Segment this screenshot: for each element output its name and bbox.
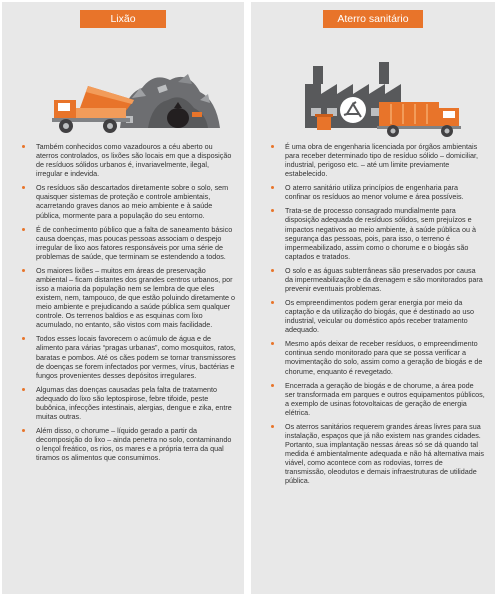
list-item: Além disso, o chorume – líquido gerado a partir da decomposição do lixo – ainda penetra no solo, contaminando o lençol freático, os rios, os mares e a própria terra da qual tiramos os alimentos que consumimos. <box>22 426 236 462</box>
list-item: Encerrada a geração de biogás e de chorume, a área pode ser transformada em parques e outros equipamentos públicos, a exemplo de usinas fotovoltaicas de geração de energia elétrica. <box>271 381 485 417</box>
list-item: O solo e as águas subterrâneas são preservados por causa da impermeabilização e da drenagem e são monitorados para prevenir eventuais problemas. <box>271 266 485 293</box>
sanitary-landfill-illustration <box>251 42 495 138</box>
list-item: Algumas das doenças causadas pela falta de tratamento adequado do lixo são leptospirose, febre tifoide, peste bubônica, infecções intestinais, alergias, dengue e zika, entre muitas outras. <box>22 385 236 421</box>
list-item: Também conhecidos como vazadouros a céu aberto ou aterros controlados, os lixões são locais em que a disposição de resíduos sólidos urbanos é, invariavelmente, ilegal, irregular e indevida. <box>22 142 236 178</box>
aterro-title: Aterro sanitário <box>323 10 423 28</box>
list-item: O aterro sanitário utiliza princípios de engenharia para confinar os resíduos ao menor volume e área possíveis. <box>271 183 485 201</box>
list-item: Todos esses locais favorecem o acúmulo de água e de alimento para várias “pragas urbanas”, como mosquitos, ratos, baratas e pombos. Até os cães podem se tornar transmissores de doenças se forem infectados por vermes, vírus, bactérias e fungos provenientes desses depósitos irregulares. <box>22 334 236 379</box>
list-item: Mesmo após deixar de receber resíduos, o empreendimento continua sendo monitorado para que se possa verificar a movimentação do solo, assim como a geração de biogás e de chorume, enquanto é revegetado. <box>271 339 485 375</box>
list-item: É uma obra de engenharia licenciada por órgãos ambientais para receber determinado tipo de resíduo sólido – domiciliar, industrial, perigoso etc. – até um limite previamente estabelecido. <box>271 142 485 178</box>
list-item: Os resíduos são descartados diretamente sobre o solo, sem quaisquer sistemas de proteção e controle ambientais, acarretando graves danos ao meio ambiente e à saúde pública, mormente para a população do seu entorno. <box>22 183 236 219</box>
list-item: Trata-se de processo consagrado mundialmente para disposição adequada de resíduos sólidos, sem prejuízos e impactos negativos ao meio ambiente, à saúde pública ou à segurança das pessoas, pois, para isso, o terreno é impermeabilizado, assim como o chorume e o biogás são captados e tratados. <box>271 206 485 261</box>
list-item: Os aterros sanitários requerem grandes áreas livres para sua instalação, espaços que já não existem nas grandes cidades. Portanto, sua implantação nessas áreas só se dá quando tal medida é ambientalmente adequada e não há alternativa mais viável, como acontece com as rodovias, torres de transmissão, oleodutos e demais infraestruturas de utilidade pública. <box>271 422 485 486</box>
list-item: Os maiores lixões – muitos em áreas de preservação ambiental – ficam distantes dos grandes centros urbanos, por isso a maioria da população nem se lembra de que eles existem, nem, tampouco, de que estão poluindo diretamente o meio ambiente e prejudicando a saúde pública sem qualquer controle. Os terrenos baldios e as esquinas com lixo acumulado, no entanto, são vistos com mais facilidade. <box>22 266 236 330</box>
dump-truck-garbage-illustration <box>2 42 244 138</box>
aterro-column <box>251 2 495 594</box>
lixao-column <box>2 2 244 594</box>
lixao-title: Lixão <box>80 10 166 28</box>
garbage-truck-icon <box>377 102 461 137</box>
aterro-list <box>271 142 485 490</box>
list-item: É de conhecimento público que a falta de saneamento básico causa doenças, mas poucas pessoas associam o despejo irregular de lixo aos fatores responsáveis por uma série de problemas de saúde, que terminam se estendendo a todos. <box>22 225 236 261</box>
list-item: Os empreendimentos podem gerar energia por meio da captação e da utilização do biogás, que é destinado ao uso industrial, veicular ou doméstico após receber tratamento adequado. <box>271 298 485 334</box>
lixao-list <box>22 142 236 467</box>
